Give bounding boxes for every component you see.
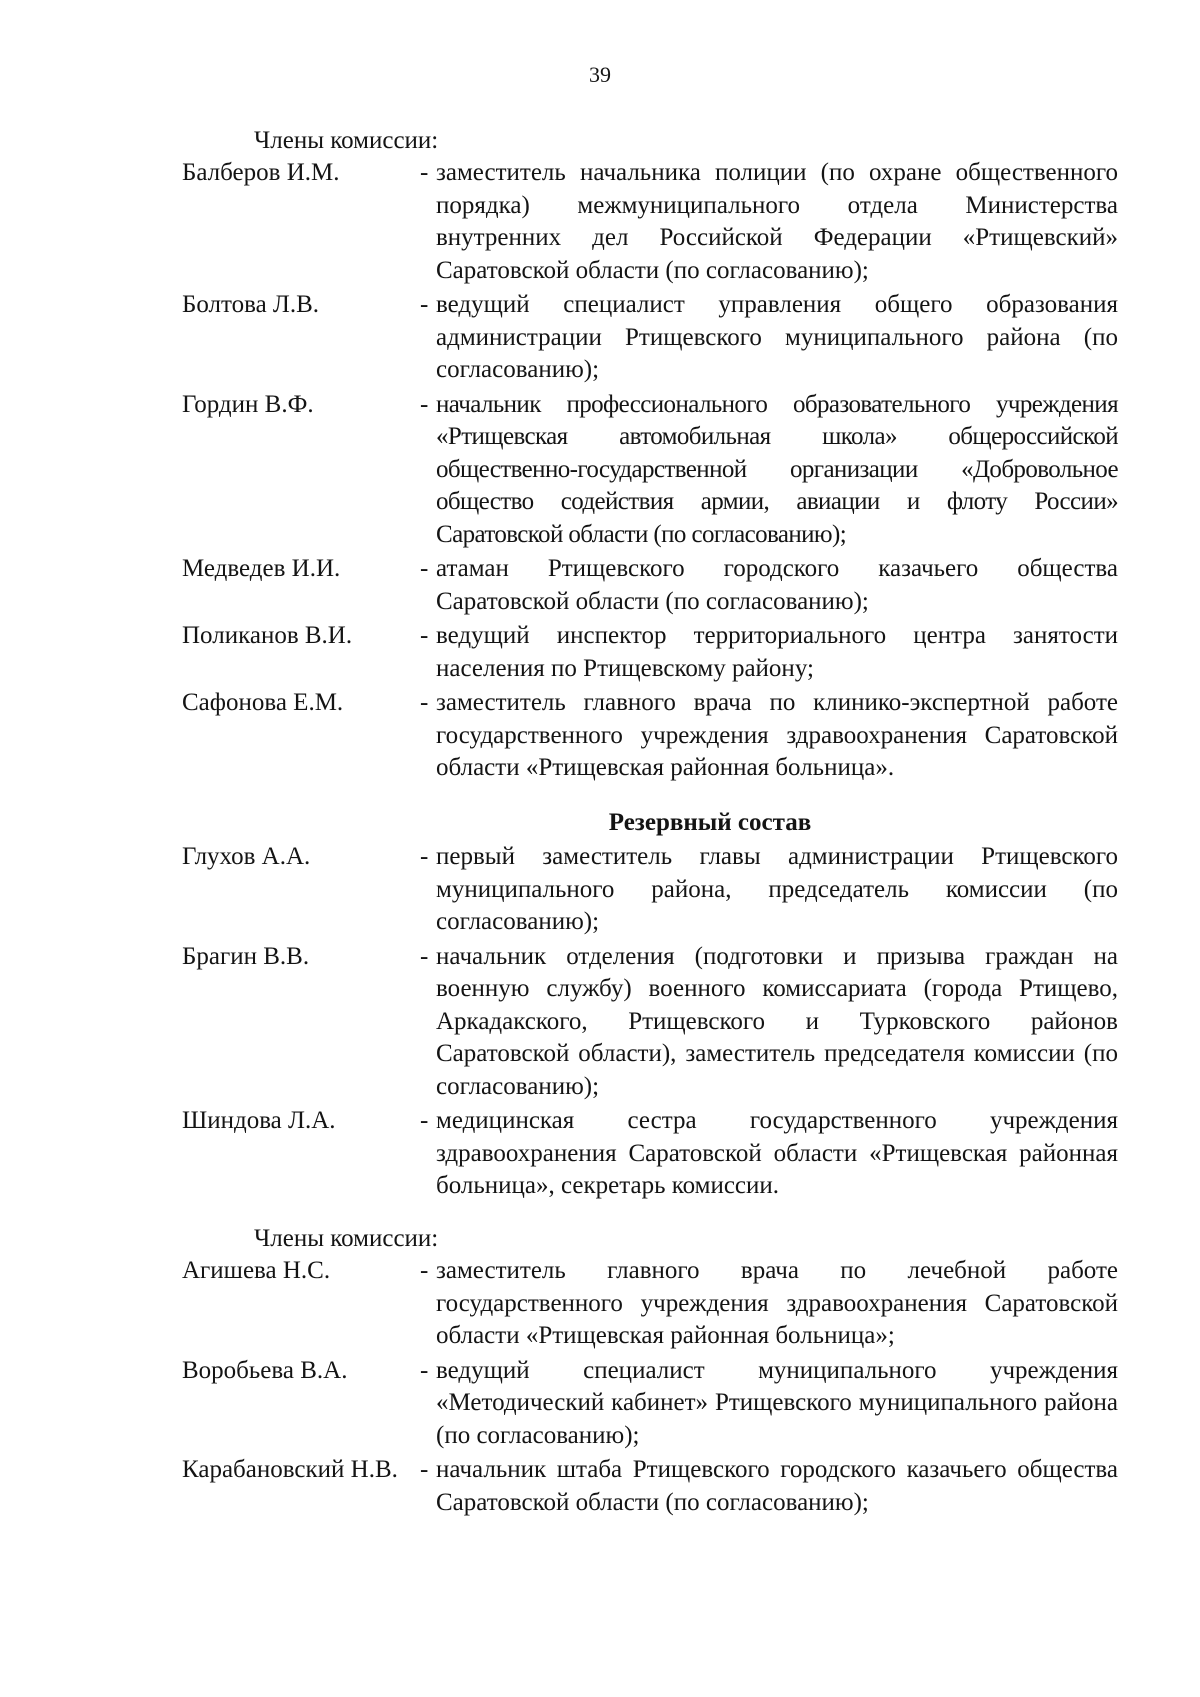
dash: - <box>420 843 429 870</box>
dash: - <box>420 689 429 716</box>
dash: - <box>420 1456 429 1483</box>
member-entry <box>182 1454 1118 1519</box>
member-name: Гордин В.Ф. <box>182 390 314 418</box>
reserve-heading: Резервный состав <box>608 809 812 836</box>
reserve-members-section <box>182 1222 1118 1521</box>
dash: - <box>420 390 429 418</box>
member-description: ведущий специалист управления общего образования администрации Ртищевского муниципального района (по согласованию); <box>436 291 1118 383</box>
member-description: медицинская сестра государственного учреждения здравоохранения Саратовской области «Ртищевская районная больница», секретарь комиссии. <box>436 1107 1118 1199</box>
members-heading: Члены комиссии: <box>254 1225 439 1252</box>
dash: - <box>420 622 429 649</box>
member-name: Агишева Н.С. <box>182 1257 331 1284</box>
member-name: Поликанов В.И. <box>182 622 353 649</box>
member-entry <box>182 157 1118 287</box>
dash: - <box>420 942 429 970</box>
reserve-section <box>182 806 1118 1205</box>
member-entry <box>182 687 1118 785</box>
member-name: Болтова Л.В. <box>182 291 320 318</box>
dash: - <box>420 291 429 318</box>
member-description: заместитель начальника полиции (по охране общественного порядка) межмуниципального отдела Министерства внутренних дел Российской Федерации «Ртищевский» Саратовской области (по согласованию); <box>436 159 1118 284</box>
member-name: Шиндова Л.А. <box>182 1107 336 1134</box>
member-entry <box>182 1355 1118 1453</box>
member-entry <box>182 289 1118 387</box>
member-entry <box>182 941 1118 1104</box>
member-entry <box>182 841 1118 939</box>
member-description: ведущий инспектор территориального центра занятости населения по Ртищевскому району; <box>436 622 1118 682</box>
member-entry <box>182 1105 1118 1203</box>
member-entry <box>182 620 1118 685</box>
dash: - <box>420 159 429 186</box>
member-entry <box>182 1255 1118 1353</box>
member-description: начальник профессионального образовательного учреждения «Ртищевская автомобильная школа» общероссийской общественно-государственной организации «Добровольное общество содействия армии, авиации и флоту России» Саратовской области (по согласованию); <box>436 390 1118 548</box>
member-description: начальник отделения (подготовки и призыва граждан на военную службу) военного комиссариата (города Ртищево, Аркадакского, Ртищевского и Турковского районов Саратовской области), заместитель председателя комиссии (по согласованию); <box>436 942 1118 1100</box>
member-description: начальник штаба Ртищевского городского казачьего общества Саратовской области (по согласованию); <box>436 1456 1118 1516</box>
member-entry <box>182 553 1118 618</box>
member-description: заместитель главного врача по лечебной работе государственного учреждения здравоохранения Саратовской области «Ртищевская районная больница»; <box>436 1257 1118 1349</box>
page-number: 39 <box>589 62 611 87</box>
member-description: заместитель главного врача по клинико-экспертной работе государственного учреждения здравоохранения Саратовской области «Ртищевская районная больница». <box>436 689 1118 781</box>
member-name: Глухов А.А. <box>182 843 311 870</box>
dash: - <box>420 555 429 582</box>
member-name: Медведев И.И. <box>182 555 341 582</box>
member-name: Балберов И.М. <box>182 159 340 186</box>
dash: - <box>420 1107 429 1134</box>
member-entry <box>182 389 1118 552</box>
member-name: Брагин В.В. <box>182 942 310 970</box>
dash: - <box>420 1356 429 1384</box>
member-name: Воробьева В.А. <box>182 1356 348 1384</box>
member-description: первый заместитель главы администрации Ртищевского муниципального района, председатель комиссии (по согласованию); <box>436 843 1118 935</box>
members-heading: Члены комиссии: <box>254 127 439 154</box>
member-name: Карабановский Н.В. <box>182 1456 398 1483</box>
member-name: Сафонова Е.М. <box>182 689 344 716</box>
member-description: атаман Ртищевского городского казачьего общества Саратовской области (по согласованию); <box>436 555 1118 615</box>
member-description: ведущий специалист муниципального учреждения «Методический кабинет» Ртищевского муниципального района (по согласованию); <box>436 1356 1118 1449</box>
dash: - <box>420 1257 429 1284</box>
members-section <box>182 124 1118 787</box>
